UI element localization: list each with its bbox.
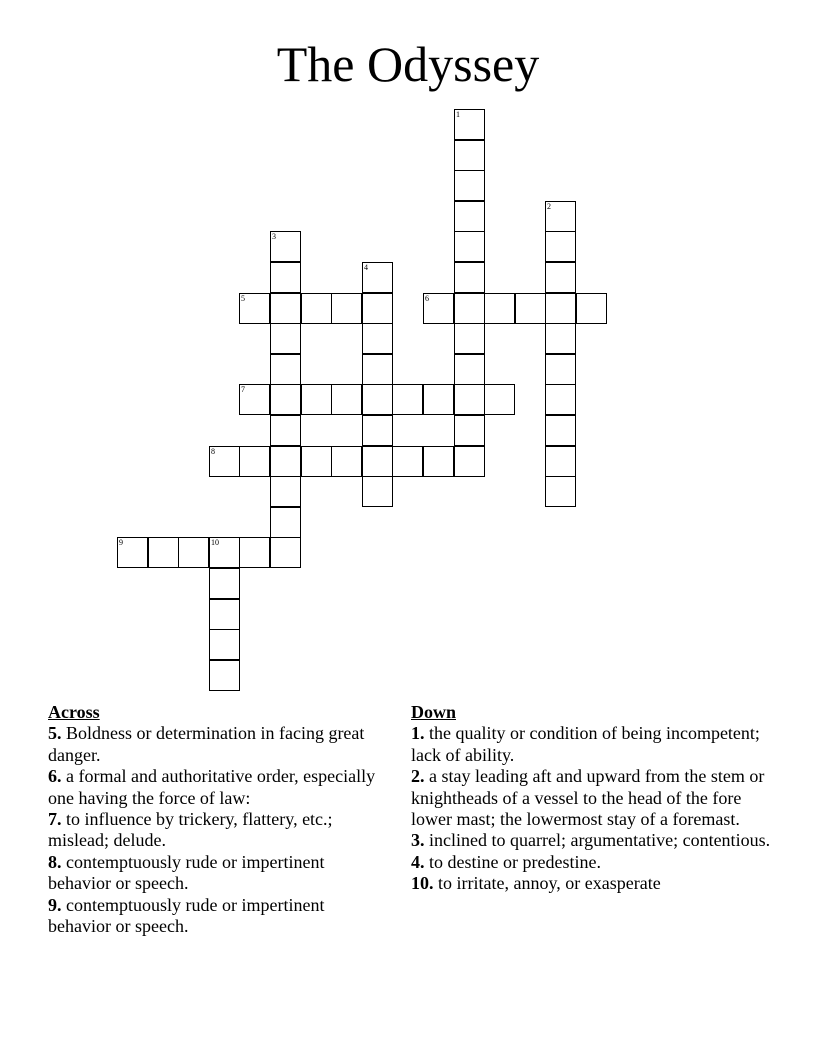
grid-cell[interactable]	[454, 446, 485, 477]
grid-cell[interactable]	[454, 354, 485, 385]
grid-cell[interactable]	[454, 140, 485, 171]
grid-cell[interactable]	[545, 262, 576, 293]
grid-cell[interactable]	[454, 293, 485, 324]
grid-cell[interactable]	[301, 384, 332, 415]
grid-cell[interactable]	[484, 293, 515, 324]
grid-cell[interactable]	[301, 446, 332, 477]
grid-cell[interactable]	[239, 446, 270, 477]
grid-cell[interactable]	[545, 415, 576, 446]
grid-cell[interactable]	[454, 262, 485, 293]
grid-cell[interactable]	[270, 446, 301, 477]
grid-cell[interactable]	[270, 354, 301, 385]
grid-cell[interactable]	[270, 476, 301, 507]
grid-cell[interactable]	[545, 476, 576, 507]
clue-number-label: 9	[119, 538, 123, 547]
grid-cell[interactable]	[239, 384, 270, 415]
across-clues	[48, 702, 388, 937]
across-clue-8: 8. contemptuously rude or impertinent behavior or speech.	[48, 851, 325, 894]
clue-number-label: 3	[272, 232, 276, 241]
clue-number-label: 8	[211, 447, 215, 456]
grid-cell[interactable]	[454, 170, 485, 201]
clue-number-label: 2	[547, 202, 551, 211]
grid-cell[interactable]	[454, 231, 485, 262]
grid-cell[interactable]	[239, 293, 270, 324]
grid-cell[interactable]	[423, 446, 454, 477]
grid-cell[interactable]	[301, 293, 332, 324]
grid-cell[interactable]	[362, 415, 393, 446]
grid-cell[interactable]	[362, 476, 393, 507]
clue-number-label: 4	[364, 263, 368, 272]
down-clue-1: 1. the quality or condition of being incompetent; lack of ability.	[411, 723, 760, 765]
clue-number-label: 7	[241, 385, 245, 394]
grid-cell[interactable]	[331, 446, 362, 477]
grid-cell[interactable]	[270, 537, 301, 568]
down-clues	[411, 702, 771, 895]
across-clue-7: 7. to influence by trickery, flattery, etc.; mislead; delude.	[48, 809, 333, 851]
across-clue-6: 6. a formal and authoritative order, especially one having the force of law:	[48, 766, 376, 808]
grid-cell[interactable]	[362, 293, 393, 324]
grid-cell[interactable]	[331, 384, 362, 415]
clue-number-label: 5	[241, 294, 245, 303]
grid-cell[interactable]	[545, 293, 576, 324]
grid-cell[interactable]	[178, 537, 209, 568]
grid-cell[interactable]	[270, 323, 301, 354]
grid-cell[interactable]	[454, 201, 485, 232]
grid-cell[interactable]	[392, 384, 423, 415]
grid-cell[interactable]	[454, 384, 485, 415]
down-heading: Down	[411, 702, 457, 722]
down-clue-3: 3. inclined to quarrel; argumentative; contentious.	[411, 830, 771, 851]
grid-cell[interactable]	[545, 384, 576, 415]
grid-cell[interactable]	[239, 537, 270, 568]
down-clue-2: 2. a stay leading aft and upward from the stem or knightheads of a vessel to the head of the fore lower mast; the lowermost stay of a foremast.	[411, 766, 765, 830]
grid-cell[interactable]	[270, 262, 301, 293]
down-clue-10: 10. to irritate, annoy, or exasperate	[411, 873, 661, 894]
grid-cell[interactable]	[576, 293, 607, 324]
clue-number-label: 10	[211, 538, 219, 547]
grid-cell[interactable]	[545, 354, 576, 385]
grid-cell[interactable]	[454, 323, 485, 354]
clue-number-label: 1	[456, 110, 460, 119]
grid-cell[interactable]	[484, 384, 515, 415]
grid-cell[interactable]	[362, 384, 393, 415]
grid-cell[interactable]	[270, 384, 301, 415]
grid-cell[interactable]	[362, 354, 393, 385]
grid-cell[interactable]	[270, 507, 301, 538]
grid-cell[interactable]	[209, 629, 240, 660]
grid-cell[interactable]	[454, 415, 485, 446]
grid-cell[interactable]	[454, 109, 485, 140]
grid-cell[interactable]	[209, 599, 240, 630]
grid-cell[interactable]	[270, 231, 301, 262]
down-clue-4: 4. to destine or predestine.	[411, 851, 601, 872]
grid-cell[interactable]	[148, 537, 179, 568]
grid-cell[interactable]	[423, 384, 454, 415]
grid-cell[interactable]	[270, 415, 301, 446]
grid-cell[interactable]	[209, 446, 240, 477]
grid-cell[interactable]	[545, 201, 576, 232]
grid-cell[interactable]	[545, 231, 576, 262]
grid-cell[interactable]	[392, 446, 423, 477]
grid-cell[interactable]	[545, 323, 576, 354]
grid-cell[interactable]	[209, 537, 240, 568]
grid-cell[interactable]	[362, 446, 393, 477]
grid-cell[interactable]	[270, 293, 301, 324]
across-clue-5: 5. Boldness or determination in facing great danger.	[48, 723, 365, 765]
grid-cell[interactable]	[331, 293, 362, 324]
grid-cell[interactable]	[209, 568, 240, 599]
clue-number-label: 6	[425, 294, 429, 303]
grid-cell[interactable]	[515, 293, 546, 324]
across-heading: Across	[48, 702, 100, 722]
across-clue-9: 9. contemptuously rude or impertinent behavior or speech.	[48, 894, 325, 937]
grid-cell[interactable]	[117, 537, 148, 568]
page-title: The Odyssey	[276, 36, 540, 92]
grid-cell[interactable]	[545, 446, 576, 477]
grid-cell[interactable]	[423, 293, 454, 324]
grid-cell[interactable]	[209, 660, 240, 691]
grid-cell[interactable]	[362, 262, 393, 293]
grid-cell[interactable]	[362, 323, 393, 354]
